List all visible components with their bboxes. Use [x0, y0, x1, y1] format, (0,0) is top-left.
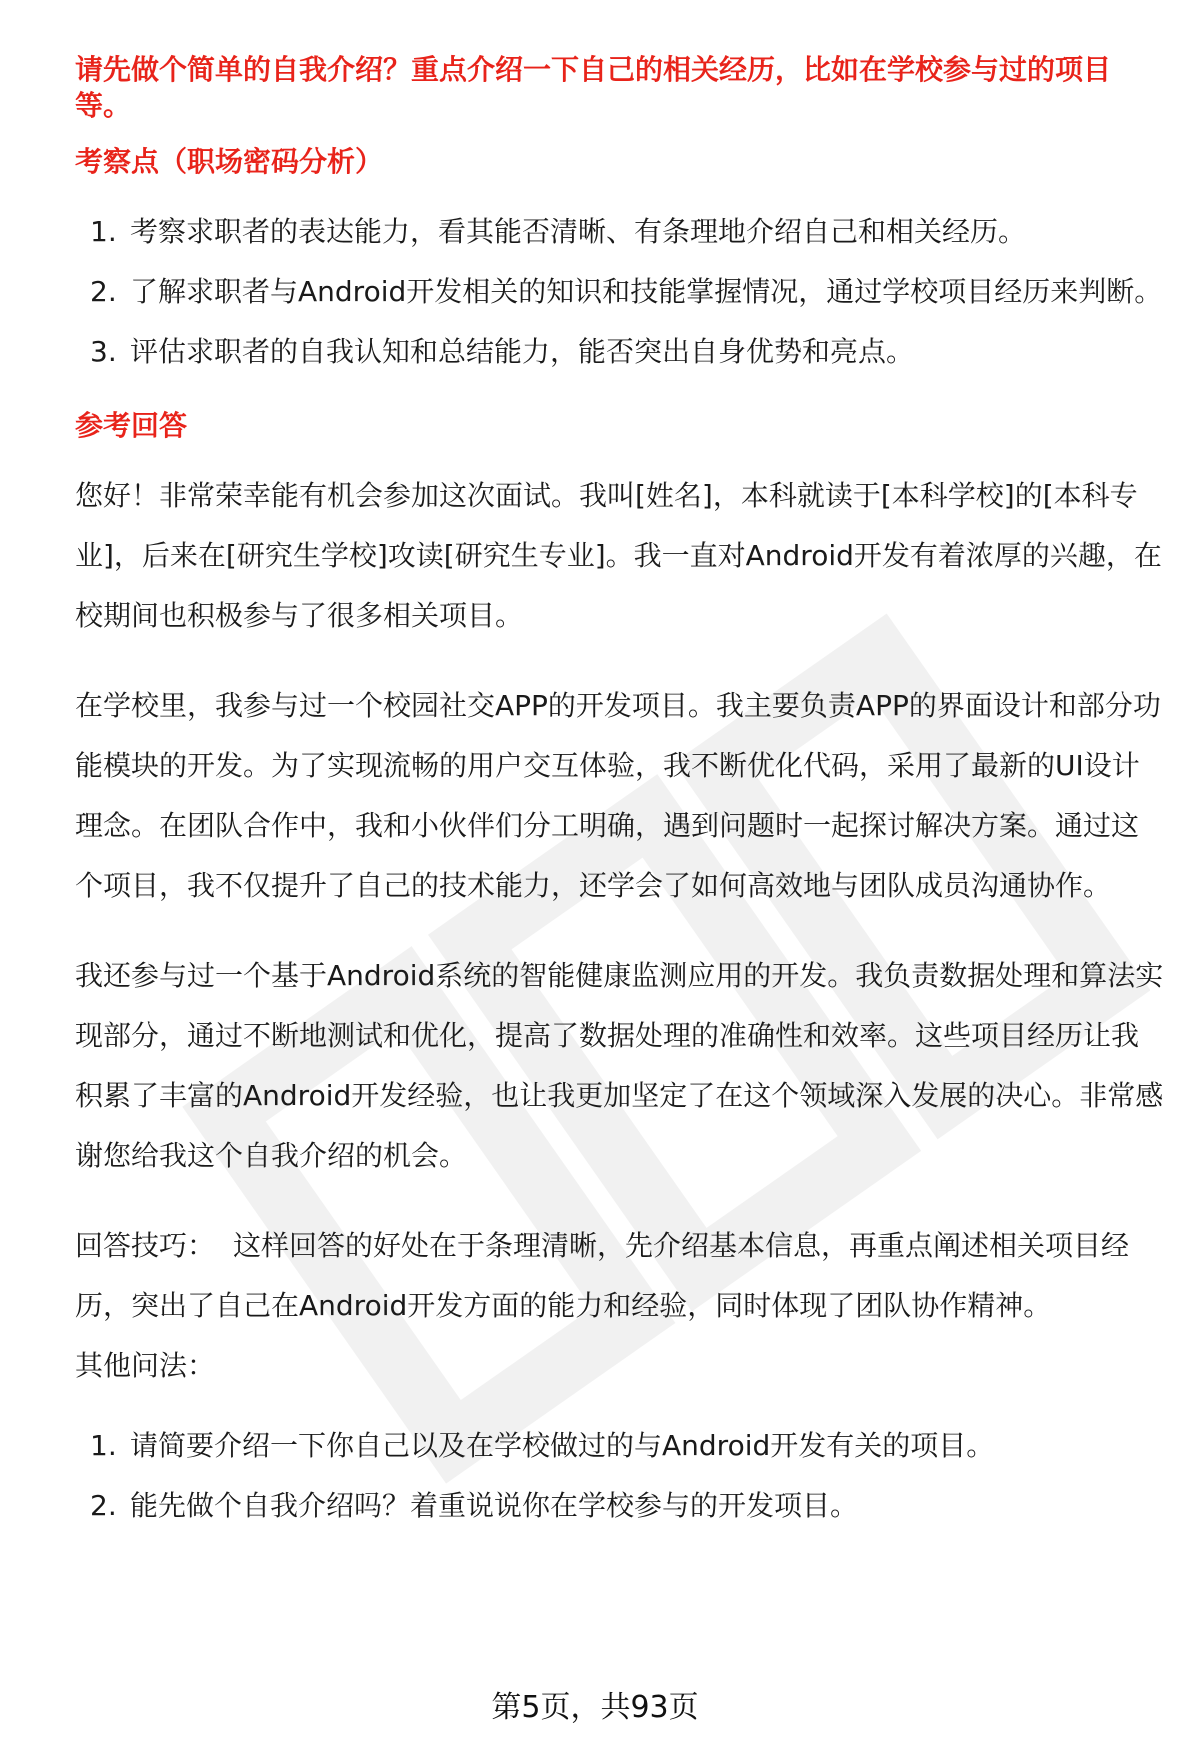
list-item: 2. 了解求职者与Android开发相关的知识和技能掌握情况，通过学校项目经历来判断。	[90, 275, 1163, 308]
answer-paragraph: 在学校里，我参与过一个校园社交APP的开发项目。我主要负责APP的界面设计和部分功能模块的开发。为了实现流畅的用户交互体验，我不断优化代码，采用了最新的UI设计理念。在团队合作中，我和小伙伴们分工明确，遇到问题时一起探讨解决方案。通过这个项目，我不仅提升了自己的技术能力，还学会了如何高效地与团队成员沟通协作。	[75, 689, 1161, 902]
answer-paragraph: 您好！非常荣幸能有机会参加这次面试。我叫[姓名]，本科就读于[本科学校]的[本科专业]，后来在[研究生学校]攻读[研究生专业]。我一直对Android开发有着浓厚的兴趣，在校期间也积极参与了很多相关项目。	[75, 479, 1162, 632]
list-item: 1. 请简要介绍一下你自己以及在学校做过的与Android开发有关的项目。	[90, 1429, 995, 1462]
question-heading: 请先做个简单的自我介绍？重点介绍一下自己的相关经历，比如在学校参与过的项目等。	[75, 53, 1112, 122]
document-page	[75, 52, 1165, 1562]
tips-label: 回答技巧：	[75, 1229, 216, 1262]
analysis-list	[75, 202, 1165, 382]
list-item: 3. 评估求职者的自我认知和总结能力，能否突出自身优势和亮点。	[90, 335, 915, 368]
other-label: 其他问法：	[75, 1349, 216, 1382]
list-item: 1. 考察求职者的表达能力，看其能否清晰、有条理地介绍自己和相关经历。	[90, 215, 1027, 248]
list-item: 2. 能先做个自我介绍吗？着重说说你在学校参与的开发项目。	[90, 1489, 859, 1522]
answer-title: 参考回答	[75, 409, 188, 442]
page-number: 第5页，共93页	[491, 1690, 699, 1725]
answer-paragraph: 我还参与过一个基于Android系统的智能健康监测应用的开发。我负责数据处理和算法实现部分，通过不断地测试和优化，提高了数据处理的准确性和效率。这些项目经历让我积累了丰富的Android开发经验，也让我更加坚定了在这个领域深入发展的决心。非常感谢您给我这个自我介绍的机会。	[75, 959, 1164, 1172]
tips-paragraph	[75, 1216, 1165, 1336]
other-list	[75, 1416, 1165, 1536]
analysis-title: 考察点（职场密码分析）	[75, 145, 384, 178]
tips-text: 这样回答的好处在于条理清晰，先介绍基本信息，再重点阐述相关项目经历，突出了自己在Android开发方面的能力和经验，同时体现了团队协作精神。	[75, 1229, 1130, 1322]
